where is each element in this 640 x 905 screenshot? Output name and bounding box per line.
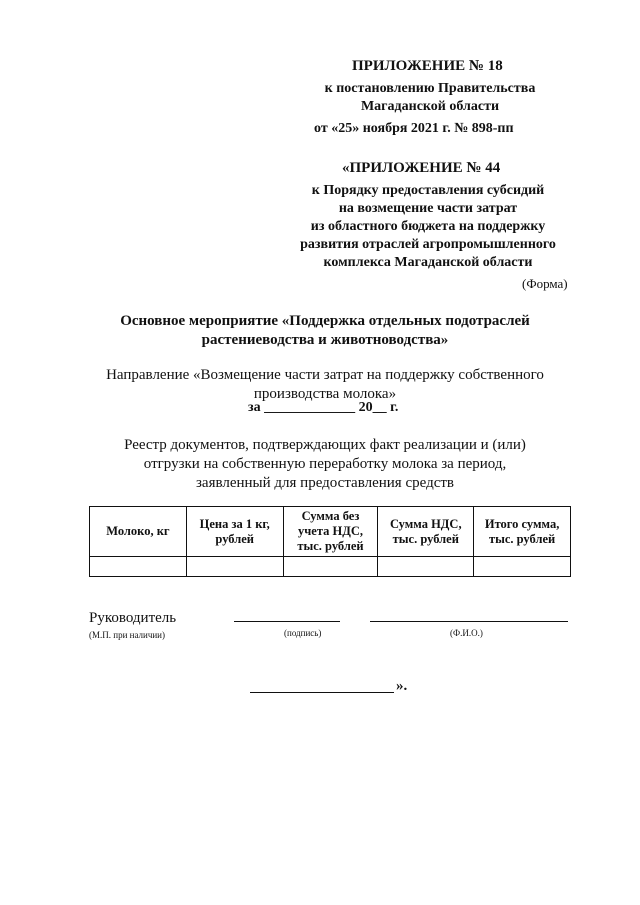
signature-caption: (подпись): [284, 628, 322, 638]
resolution-date: от «25» ноября 2021 г. № 898-пп: [314, 121, 514, 136]
direction-line-1: Направление «Возмещение части затрат на поддержку собственного: [106, 367, 544, 383]
stamp-note: (М.П. при наличии): [89, 630, 165, 640]
period-line: [248, 400, 398, 416]
resolution-line-1: к постановлению Правительства: [324, 81, 536, 96]
resolution-line-2: Магаданской области: [360, 99, 500, 114]
col-vat-sum: Сумма НДС, тыс. рублей: [378, 507, 474, 557]
resolution-reference: [300, 80, 560, 116]
col-sum-without-vat: Сумма без учета НДС, тыс. рублей: [283, 507, 378, 557]
main-activity-line-2: растениеводства и животноводства»: [201, 332, 449, 348]
registry-line-2: отгрузки на собственную переработку молока за период,: [143, 456, 507, 472]
procedure-line-2: на возмещение части затрат: [338, 201, 518, 216]
closing-quote: ».: [396, 678, 408, 694]
period-blank: _____________: [264, 400, 356, 415]
closing-line[interactable]: [250, 692, 394, 693]
registry-table: [89, 506, 571, 577]
direction-text: [80, 366, 570, 404]
table-cell[interactable]: [378, 557, 474, 577]
registry-text: [80, 436, 570, 493]
procedure-line-5: комплекса Магаданской области: [323, 255, 533, 270]
procedure-line-3: из областного бюджета на поддержку: [310, 219, 546, 234]
procedure-line-4: развития отраслей агропромышленного: [300, 237, 556, 252]
procedure-line-1: к Порядку предоставления субсидий: [311, 183, 545, 198]
direction-line-2: производства молока»: [253, 386, 397, 402]
period-prefix: за: [248, 400, 261, 415]
period-year: 20__: [358, 400, 387, 415]
col-total-sum: Итого сумма, тыс. рублей: [474, 507, 571, 557]
table-cell[interactable]: [90, 557, 187, 577]
main-activity-line-1: Основное мероприятие «Поддержка отдельных подотраслей: [120, 313, 530, 329]
table-row: [90, 557, 571, 577]
col-price-per-kg: Цена за 1 кг, рублей: [186, 507, 283, 557]
registry-line-1: Реестр документов, подтверждающих факт реализации и (или): [124, 437, 526, 453]
table-cell[interactable]: [186, 557, 283, 577]
table-header-row: [90, 507, 571, 557]
form-label: (Форма): [522, 276, 568, 291]
registry-line-3: заявленный для предоставления средств: [195, 475, 454, 491]
name-line[interactable]: [370, 621, 568, 622]
period-suffix: г.: [390, 400, 399, 415]
appendix-title: ПРИЛОЖЕНИЕ № 18: [352, 58, 503, 74]
sub-appendix-title: «ПРИЛОЖЕНИЕ № 44: [342, 160, 501, 176]
table-cell[interactable]: [283, 557, 378, 577]
table-cell[interactable]: [474, 557, 571, 577]
procedure-reference: [278, 182, 578, 272]
signature-role: Руководитель: [89, 610, 177, 626]
signature-line[interactable]: [234, 621, 340, 622]
main-activity: [80, 312, 570, 350]
name-caption: (Ф.И.О.): [450, 628, 483, 638]
col-milk-kg: Молоко, кг: [90, 507, 187, 557]
